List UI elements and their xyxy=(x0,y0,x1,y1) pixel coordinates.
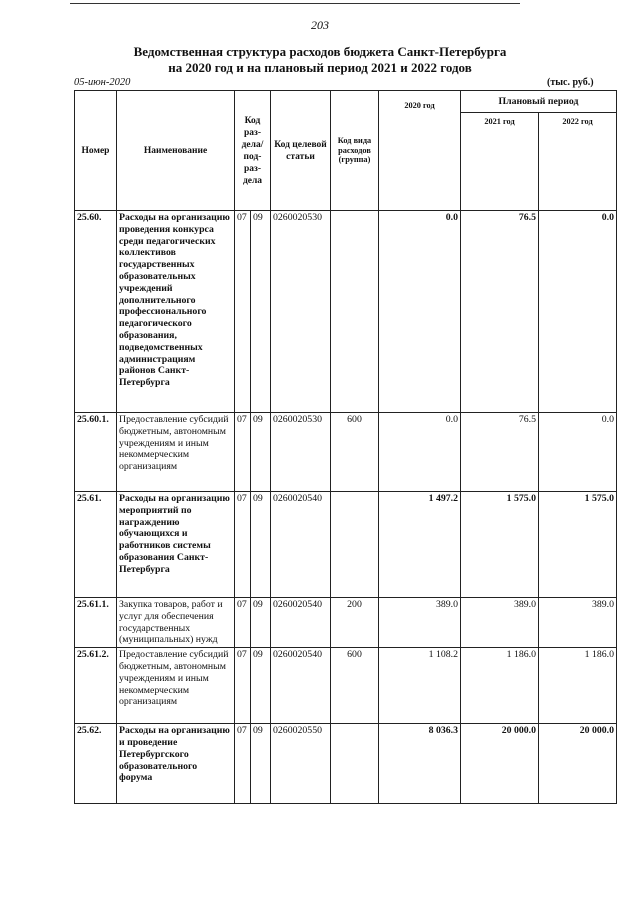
units-label: (тыс. руб.) xyxy=(547,77,594,88)
row-kind xyxy=(331,492,379,598)
row-section: 07 xyxy=(235,413,251,492)
row-section: 07 xyxy=(235,724,251,804)
row-section: 07 xyxy=(235,211,251,413)
table-row xyxy=(75,413,617,492)
table-row xyxy=(75,598,617,648)
row-target-code: 0260020530 xyxy=(271,413,331,492)
document-date: 05-июн-2020 xyxy=(74,77,131,88)
row-number: 25.60.1. xyxy=(75,413,117,492)
row-number: 25.61.1. xyxy=(75,598,117,648)
row-2020: 1 108.2 xyxy=(379,648,461,724)
row-2020: 1 497.2 xyxy=(379,492,461,598)
row-2021: 389.0 xyxy=(461,598,539,648)
row-name: Предоставление субсидий бюджетным, автономным учреждениям и иным некоммерческим организациям xyxy=(117,648,235,724)
table-row xyxy=(75,211,617,413)
document-title-line-2: на 2020 год и на плановый период 2021 и 2022 годов xyxy=(168,60,472,75)
row-2021: 1 186.0 xyxy=(461,648,539,724)
row-kind: 600 xyxy=(331,413,379,492)
row-subsection: 09 xyxy=(251,413,271,492)
top-rule xyxy=(70,3,520,4)
row-target-code: 0260020540 xyxy=(271,598,331,648)
row-section: 07 xyxy=(235,648,251,724)
row-kind: 600 xyxy=(331,648,379,724)
row-2020: 0.0 xyxy=(379,413,461,492)
header-target-code: Код целевой статьи xyxy=(271,91,331,211)
table-row xyxy=(75,492,617,598)
row-subsection: 09 xyxy=(251,724,271,804)
row-target-code: 0260020530 xyxy=(271,211,331,413)
page-number: 203 xyxy=(311,18,329,32)
row-target-code: 0260020540 xyxy=(271,492,331,598)
header-section-code: Код раз- дела/ под- раз- дела xyxy=(235,91,271,211)
row-name: Расходы на организацию проведения конкурса среди педагогических коллективов государственных образовательных учреждений дополнительного профессионального педагогического образования, подведомственных администрациям районов Санкт-Петербурга xyxy=(117,211,235,413)
row-2021: 20 000.0 xyxy=(461,724,539,804)
row-2021: 1 575.0 xyxy=(461,492,539,598)
header-expense-kind: Код вида расходов (группа) xyxy=(331,91,379,211)
row-2022: 20 000.0 xyxy=(539,724,617,804)
row-section: 07 xyxy=(235,598,251,648)
row-subsection: 09 xyxy=(251,648,271,724)
header-2021: 2021 год xyxy=(461,113,539,211)
row-2021: 76.5 xyxy=(461,211,539,413)
row-target-code: 0260020550 xyxy=(271,724,331,804)
table-row xyxy=(75,648,617,724)
row-2022: 389.0 xyxy=(539,598,617,648)
row-2022: 0.0 xyxy=(539,413,617,492)
row-target-code: 0260020540 xyxy=(271,648,331,724)
table-row xyxy=(75,724,617,804)
row-name: Расходы на организацию и проведение Петербургского образовательного форума xyxy=(117,724,235,804)
row-name: Предоставление субсидий бюджетным, автономным учреждениям и иным некоммерческим организациям xyxy=(117,413,235,492)
row-kind: 200 xyxy=(331,598,379,648)
row-number: 25.60. xyxy=(75,211,117,413)
row-kind xyxy=(331,724,379,804)
row-2022: 1 186.0 xyxy=(539,648,617,724)
row-2020: 8 036.3 xyxy=(379,724,461,804)
header-name: Наименование xyxy=(117,91,235,211)
row-number: 25.61.2. xyxy=(75,648,117,724)
row-number: 25.62. xyxy=(75,724,117,804)
row-section: 07 xyxy=(235,492,251,598)
header-2020: 2020 год xyxy=(379,91,461,211)
document-title-line-1: Ведомственная структура расходов бюджета Санкт-Петербурга xyxy=(133,44,507,59)
row-2022: 0.0 xyxy=(539,211,617,413)
row-2021: 76.5 xyxy=(461,413,539,492)
header-2022: 2022 год xyxy=(539,113,617,211)
row-subsection: 09 xyxy=(251,598,271,648)
row-name: Закупка товаров, работ и услуг для обеспечения государственных (муниципальных) нужд xyxy=(117,598,235,648)
row-subsection: 09 xyxy=(251,492,271,598)
row-number: 25.61. xyxy=(75,492,117,598)
row-2020: 389.0 xyxy=(379,598,461,648)
row-2022: 1 575.0 xyxy=(539,492,617,598)
row-name: Расходы на организацию мероприятий по награждению обучающихся и работников системы образования Санкт-Петербурга xyxy=(117,492,235,598)
row-kind xyxy=(331,211,379,413)
header-planned-period: Плановый период xyxy=(461,91,617,113)
header-number: Номер xyxy=(75,91,117,211)
row-2020: 0.0 xyxy=(379,211,461,413)
row-subsection: 09 xyxy=(251,211,271,413)
budget-table xyxy=(74,90,617,804)
